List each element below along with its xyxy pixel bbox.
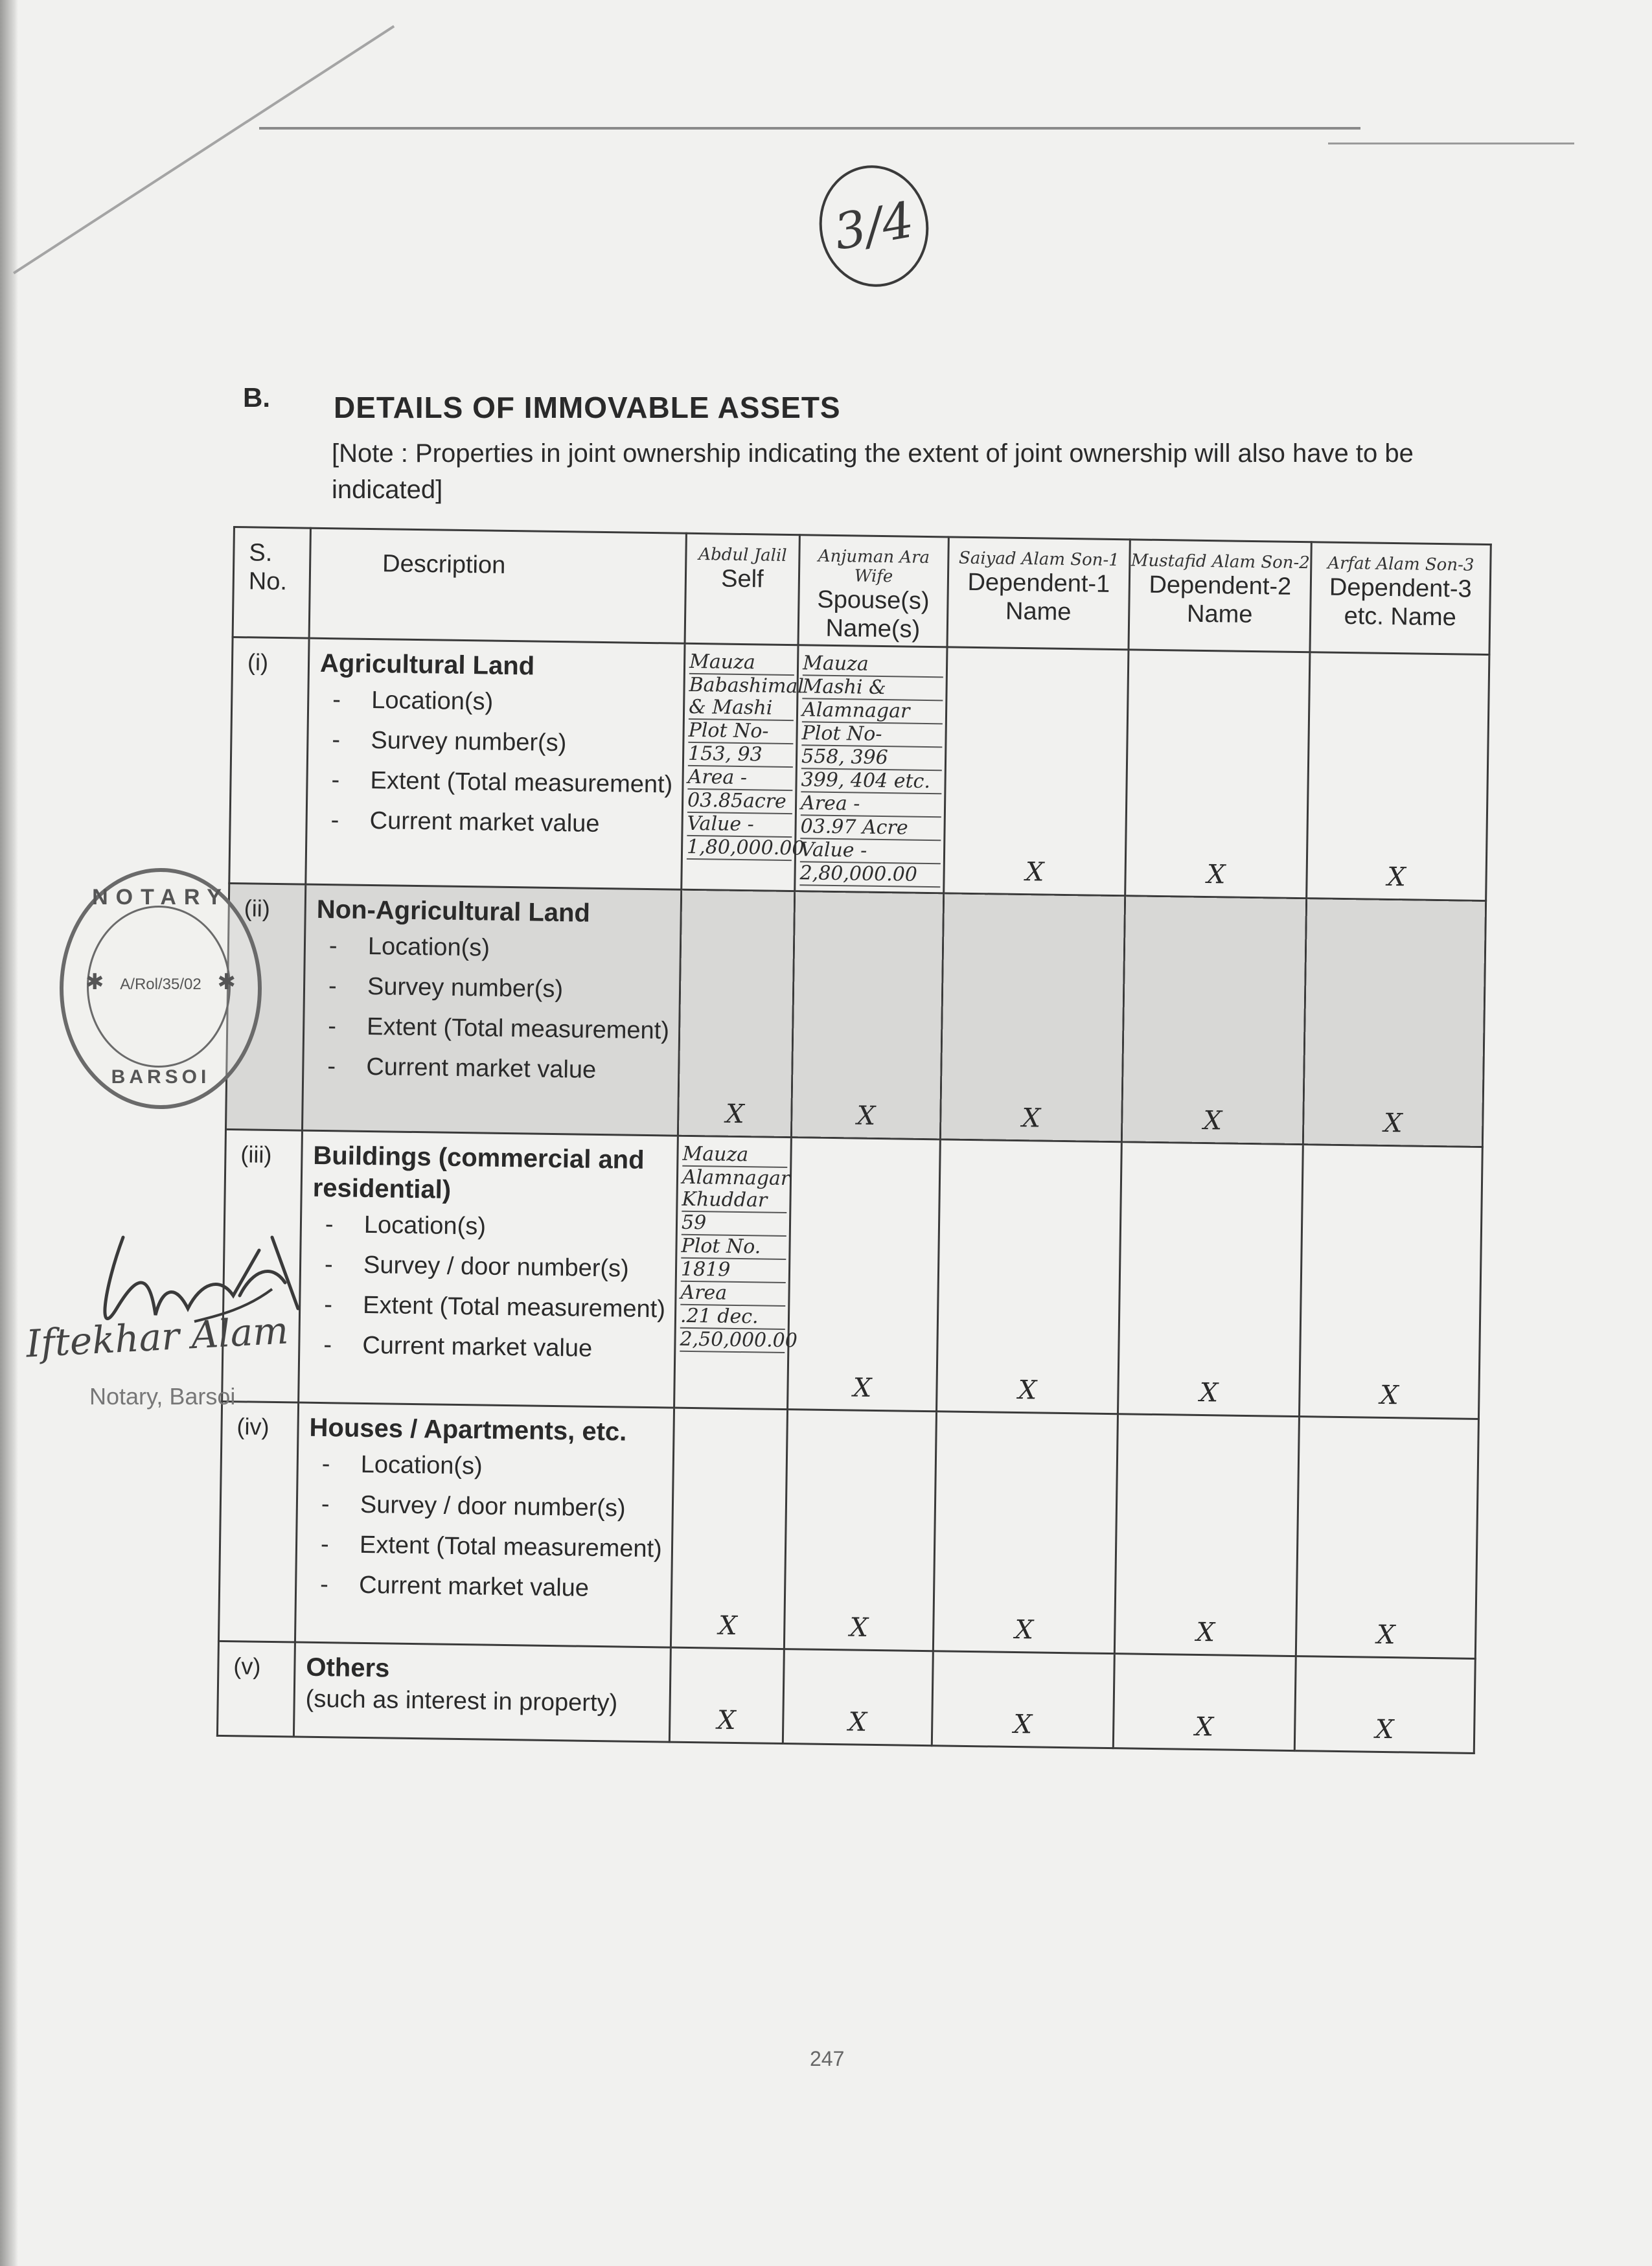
row-item-label: Extent (Total measurement) bbox=[362, 1291, 666, 1323]
row-number: (iv) bbox=[218, 1401, 298, 1642]
header-dependent-1 bbox=[947, 537, 1130, 650]
cell-dependent-3 bbox=[1299, 1145, 1482, 1419]
cell-dependent-1 bbox=[933, 1412, 1118, 1654]
handwritten-entry bbox=[676, 1137, 798, 1353]
header-dep1-handwritten: Saiyad Alam Son-1 bbox=[958, 548, 1119, 571]
row-item: - Extent (Total measurement) bbox=[323, 1291, 666, 1323]
cross-mark: X bbox=[848, 1707, 867, 1737]
cell-dependent-3 bbox=[1294, 1656, 1475, 1754]
cell-dependent-3 bbox=[1303, 898, 1486, 1147]
page-number: 247 bbox=[810, 2047, 845, 2070]
cross-mark: X bbox=[1379, 1380, 1399, 1411]
hw-line: Mashi & bbox=[802, 676, 943, 701]
row-item: - Location(s) bbox=[321, 1450, 483, 1480]
signature-caption: Notary, Barsoi bbox=[89, 1383, 236, 1410]
row-item: - Survey number(s) bbox=[328, 972, 564, 1003]
header-self-handwritten: Abdul Jalil bbox=[698, 545, 787, 566]
fold-line bbox=[13, 25, 395, 275]
cross-mark: X bbox=[1195, 1711, 1214, 1743]
cell-dependent-2 bbox=[1125, 650, 1310, 898]
star-icon: ✱ bbox=[86, 970, 104, 994]
header-dep2-handwritten: Mustafid Alam Son-2 bbox=[1130, 551, 1311, 573]
row-description bbox=[306, 638, 685, 889]
row-item-label: Location(s) bbox=[371, 687, 494, 716]
header-spouse-handwritten: Anjuman Ara Wife bbox=[818, 546, 930, 587]
cell-spouse bbox=[784, 1410, 936, 1651]
handwritten-entry bbox=[683, 645, 805, 861]
hw-line: 1819 bbox=[681, 1259, 786, 1283]
row-item: - Location(s) bbox=[325, 1211, 487, 1241]
row-item-label: Current market value bbox=[366, 1053, 597, 1084]
cross-mark: X bbox=[1387, 862, 1406, 893]
cell-dependent-1 bbox=[940, 893, 1125, 1142]
hw-line: 03.85acre bbox=[687, 790, 792, 814]
row-item: - Current market value bbox=[327, 1053, 597, 1084]
hw-line: .21 dec. bbox=[680, 1305, 785, 1330]
row-item: - Extent (Total measurement) bbox=[320, 1531, 663, 1563]
cell-self bbox=[674, 1136, 798, 1409]
row-item: - Survey / door number(s) bbox=[324, 1251, 630, 1283]
cell-spouse bbox=[788, 1138, 941, 1412]
row-item: - Current market value bbox=[323, 1331, 593, 1362]
row-subtitle: (such as interest in property) bbox=[305, 1685, 618, 1717]
cell-dependent-2 bbox=[1118, 1142, 1303, 1417]
star-icon: ✱ bbox=[217, 970, 236, 994]
row-number: (i) bbox=[229, 637, 309, 885]
row-item: - Extent (Total measurement) bbox=[331, 766, 673, 799]
header-dep1-label: Dependent-1 Name bbox=[967, 568, 1110, 626]
cross-mark: X bbox=[1383, 1108, 1403, 1139]
cross-mark: X bbox=[1013, 1710, 1033, 1740]
row-title: Others bbox=[306, 1653, 390, 1683]
row-item-label: Location(s) bbox=[360, 1450, 483, 1480]
hw-line: 59 bbox=[682, 1212, 786, 1237]
handwritten-entry bbox=[796, 646, 946, 887]
cell-self bbox=[682, 643, 805, 891]
notary-signature bbox=[26, 1211, 389, 1406]
section-title: DETAILS OF IMMOVABLE ASSETS bbox=[334, 391, 841, 424]
cell-spouse bbox=[795, 645, 947, 893]
hw-line: Mauza bbox=[803, 652, 943, 678]
row-item-label: Survey / door number(s) bbox=[360, 1491, 626, 1522]
section-note: [Note : Properties in joint ownership indicating the extent of joint ownership will also have to be indicated] bbox=[332, 439, 1414, 504]
row-item-label: Current market value bbox=[362, 1331, 593, 1362]
hw-line: Value - bbox=[800, 839, 941, 864]
cross-mark: X bbox=[1375, 1714, 1394, 1745]
hw-line: 2,50,000.00 bbox=[680, 1327, 798, 1353]
header-self-label: Self bbox=[720, 565, 764, 593]
cell-spouse bbox=[791, 891, 943, 1139]
cross-mark: X bbox=[853, 1373, 872, 1403]
table-row-non-agricultural-land bbox=[225, 883, 1486, 1147]
hw-line: Plot No- bbox=[801, 722, 942, 748]
row-item-label: Current market value bbox=[369, 807, 600, 838]
hw-line: Area - bbox=[687, 766, 792, 791]
row-number: (iii) bbox=[222, 1129, 303, 1402]
header-sno: S. No. bbox=[233, 527, 310, 639]
row-item: - Survey number(s) bbox=[332, 726, 567, 757]
cross-mark: X bbox=[1376, 1619, 1395, 1651]
header-dep2-label: Dependent-2 Name bbox=[1149, 571, 1292, 628]
cross-mark: X bbox=[856, 1101, 876, 1131]
stamp-top-text: NOTARY bbox=[92, 885, 229, 910]
row-item-label: Location(s) bbox=[367, 932, 490, 962]
stamp-bottom-text: BARSOI bbox=[111, 1066, 211, 1088]
hw-line: Value - bbox=[687, 813, 792, 838]
header-spouse bbox=[798, 535, 948, 647]
cross-mark: X bbox=[718, 1610, 737, 1642]
header-self bbox=[685, 533, 799, 645]
row-description bbox=[295, 1402, 674, 1647]
top-rule bbox=[259, 127, 1360, 130]
table-row-others bbox=[217, 1641, 1475, 1753]
header-dep3-handwritten: Arfat Alam Son-3 bbox=[1327, 553, 1474, 575]
hw-line: Alamnagar Khuddar bbox=[682, 1167, 787, 1213]
page-edge-shadow bbox=[0, 0, 18, 2266]
folio-mark: 3/4 bbox=[810, 157, 938, 295]
cell-dependent-2 bbox=[1113, 1654, 1296, 1751]
row-title: Non-Agricultural Land bbox=[316, 895, 591, 928]
header-dependent-3 bbox=[1310, 542, 1491, 655]
table-row-buildings bbox=[222, 1129, 1483, 1419]
row-item: - Location(s) bbox=[328, 932, 490, 962]
row-number: (v) bbox=[217, 1641, 295, 1737]
row-title: Agricultural Land bbox=[319, 648, 535, 681]
hw-line: Babashimal & Mashi bbox=[689, 674, 794, 721]
hw-line: Alamnagar bbox=[802, 699, 943, 724]
hw-line: 1,80,000.00 bbox=[686, 835, 805, 860]
row-item-label: Current market value bbox=[358, 1571, 590, 1602]
cross-mark: X bbox=[1199, 1377, 1219, 1408]
cross-mark: X bbox=[1196, 1617, 1215, 1648]
cross-mark: X bbox=[717, 1705, 736, 1736]
section-letter: B. bbox=[243, 382, 270, 413]
cell-dependent-3 bbox=[1307, 652, 1489, 901]
hw-line: Mauza bbox=[682, 1143, 787, 1168]
cell-dependent-1 bbox=[937, 1139, 1122, 1414]
cell-self bbox=[678, 889, 794, 1137]
cell-dependent-2 bbox=[1114, 1414, 1299, 1656]
hw-line: 558, 396 bbox=[801, 746, 942, 771]
row-item-label: Survey / door number(s) bbox=[363, 1251, 630, 1283]
immovable-assets-table bbox=[216, 526, 1492, 1754]
cell-self bbox=[671, 1408, 787, 1649]
row-item: - Extent (Total measurement) bbox=[327, 1013, 670, 1045]
row-item: - Current market value bbox=[330, 807, 600, 838]
table-row-houses-apartments bbox=[218, 1401, 1478, 1658]
row-item-label: Survey number(s) bbox=[367, 972, 564, 1003]
table-row-agricultural-land bbox=[229, 637, 1489, 901]
row-item-label: Extent (Total measurement) bbox=[370, 766, 673, 799]
notary-stamp bbox=[60, 868, 262, 1109]
hw-line: 153, 93 bbox=[688, 743, 793, 768]
header-description: Description bbox=[309, 528, 686, 643]
hw-line: 2,80,000.00 bbox=[799, 862, 940, 887]
cross-mark: X bbox=[1025, 857, 1044, 887]
table-header-row bbox=[233, 527, 1491, 655]
stamp-registration: A/Rol/35/02 bbox=[120, 976, 201, 993]
cell-self bbox=[669, 1647, 784, 1743]
cross-mark: X bbox=[1022, 1103, 1041, 1134]
hw-line: Area bbox=[680, 1282, 785, 1307]
cross-mark: X bbox=[849, 1612, 869, 1643]
cell-spouse bbox=[783, 1649, 933, 1746]
signature-name: Iftekhar Alam bbox=[25, 1308, 290, 1366]
cross-mark: X bbox=[1206, 860, 1226, 890]
row-item: - Location(s) bbox=[332, 686, 494, 716]
cell-dependent-1 bbox=[932, 1651, 1114, 1748]
cross-mark: X bbox=[1015, 1615, 1034, 1645]
hw-line: 399, 404 etc. bbox=[801, 769, 941, 794]
cross-mark: X bbox=[1018, 1375, 1037, 1406]
cross-mark: X bbox=[725, 1099, 744, 1130]
hw-line: Plot No- bbox=[688, 720, 793, 744]
header-spouse-label: Spouse(s) Name(s) bbox=[817, 586, 930, 643]
hw-line: Mauza bbox=[689, 651, 794, 676]
row-description bbox=[302, 884, 681, 1136]
row-item: - Survey / door number(s) bbox=[321, 1491, 626, 1522]
header-dep3-label: Dependent-3 etc. Name bbox=[1329, 573, 1472, 632]
header-dependent-2 bbox=[1129, 540, 1311, 652]
row-item: - Current market value bbox=[319, 1571, 590, 1602]
row-title: Buildings (commercial and residential) bbox=[312, 1141, 645, 1204]
hw-line: 03.97 Acre bbox=[800, 816, 941, 841]
row-description bbox=[293, 1642, 671, 1742]
row-item-label: Location(s) bbox=[363, 1211, 487, 1241]
row-item-label: Extent (Total measurement) bbox=[366, 1013, 670, 1045]
cell-dependent-3 bbox=[1296, 1417, 1478, 1659]
row-item-label: Extent (Total measurement) bbox=[359, 1531, 663, 1563]
top-rule-right bbox=[1328, 143, 1574, 144]
row-item-label: Survey number(s) bbox=[371, 726, 567, 757]
row-title: Houses / Apartments, etc. bbox=[309, 1413, 627, 1447]
row-number: (ii) bbox=[225, 883, 305, 1130]
hw-line: Plot No. bbox=[681, 1235, 786, 1260]
cross-mark: X bbox=[1203, 1106, 1222, 1136]
hw-line: Area - bbox=[801, 792, 941, 818]
cell-dependent-1 bbox=[944, 647, 1129, 896]
cell-dependent-2 bbox=[1121, 896, 1306, 1145]
